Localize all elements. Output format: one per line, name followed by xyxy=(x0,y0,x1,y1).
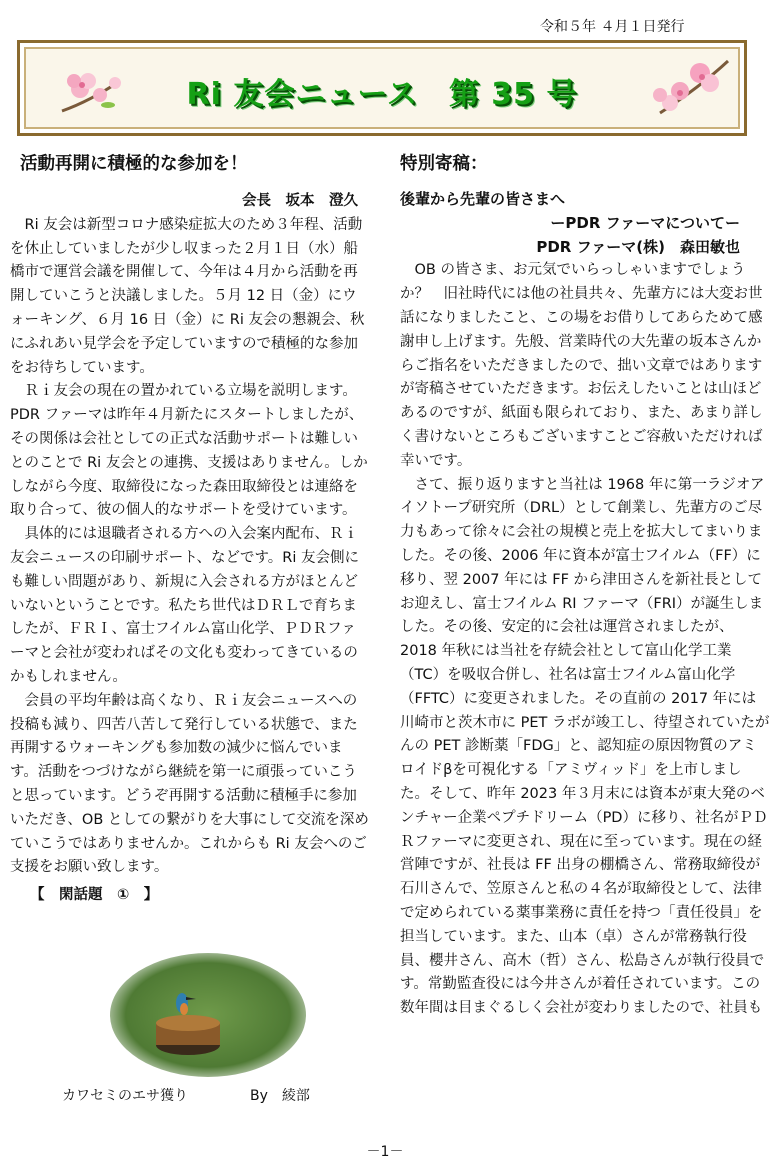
article-subtitle: 後輩から先輩の皆さまへ xyxy=(400,190,566,208)
photo-byline: By 綾部 xyxy=(250,1088,310,1104)
chairman-author: 会長 坂本 澄久 xyxy=(242,193,358,209)
chairman-article-heading: 活動再開に積極的な参加を！ xyxy=(20,154,248,174)
article-subtitle-topic: ーPDR ファーマについてー xyxy=(550,213,740,232)
paragraph: 会員の平均年齢は高くなり、Ｒｉ友会ニュースへの投稿も減り、四苦八苦して発行している状態で、また再開するウォーキングも参加数の減少に悩んでいます。活動をつづけながら継続を第一に頑張っていこうと思っています。どうぞ再開する活動に積極手に参加いただき、OB としての繋がりを大事にして交流を深めていこうではありませんか。これからも Ri 友会へのご支援をお願い致します。 xyxy=(10,692,369,876)
article-author: PDR ファーマ(株) 森田敏也 xyxy=(536,237,740,256)
photo-caption: カワセミのエサ獲り xyxy=(62,1088,188,1104)
newsletter-title: Ri 友会ニュース 第 35 号 xyxy=(186,77,578,112)
special-contribution-heading: 特別寄稿： xyxy=(400,154,488,174)
newsletter-banner xyxy=(17,40,747,136)
paragraph: Ri 友会は新型コロナ感染症拡大のため３年程、活動を休止していましたが少し収まった２月１日（水）船橋市で運営会議を開催して、今年は４月から活動を再開していこうと決議しました。５月 12 日（金）にウォーキング、６月 16 日（金）に Ri 友会の懇親会、秋にふれあい見学会を予定していますので積極的な参加をお待ちしています。 xyxy=(10,216,365,376)
special-contribution-article xyxy=(400,152,770,1021)
chairman-article xyxy=(10,152,370,908)
paragraph: さて、振り返りますと当社は 1968 年に第一ラジオアイソトープ研究所（DRL）として創業し、先輩方のご尽力もあって徐々に会社の規模と売上を拡大してまいりました。その後、2006 年に資本が富士フイルム（FF）に移り、翌 2007 年には FF から津田さんを新社長としてお迎えし、富士フイルム RI ファーマ（FRI）が誕生しました。その後、安定的に会社は運営されましたが、2018 年秋には当社を存続会社として富山化学工業（TC）を吸収合併し、社名は富士フイルム富山化学（FFTC）に変更されました。その直前の 2017 年には川崎市と茨木市に PET ラボが竣工し、待望されていたがんの PET 診断薬「FDG」と、認知症の原因物質のアミロイドβを可視化する「アミヴィッド」を上市しました。そして、昨年 2023 年３月末には資本が東大発のベンチャー企業ペプチドリーム（PD）に移り、社名がＰＤＲファーマに変更され、現在に至っています。現在の経営陣ですが、社長は FF 出身の棚橋さん、常務取締役が石川さんで、笠原さんと私の４名が取締役として、法律で定められている薬事業務に責任を持つ「責任役員」を担当しています。また、山本（卓）さんが常務執行役員、櫻井さん、高木（哲）さん、松島さんが執行役員です。常勤監査役には今井さんが着任されています。この数年間は目まぐるしく会社が変わりましたので、社員も xyxy=(400,476,770,1017)
issue-date: 令和５年 ４月１日発行 xyxy=(540,19,685,35)
page-number: －1－ xyxy=(366,1144,404,1160)
topic-heading: 【 閑話題 ① 】 xyxy=(30,887,159,904)
paragraph: OB の皆さま、お元気でいらっしゃいますでしょうか？ 旧社時代には他の社員共々、先輩方には大変お世話になりましたこと、この場をお借りしてあらためて感謝申し上げます。先般、営業時代の大先輩の坂本さんからご指名をいただきましたので、拙い文章ではありますが寄稿させていただきます。お伝えしたいことは山ほどあるのですが、紙面も限られており、また、あまり詳しく書けないところもございますことご容赦いただければ幸いです。 xyxy=(400,262,763,469)
cherry-blossom-right-icon xyxy=(640,57,730,123)
kingfisher-photo xyxy=(108,953,308,1078)
paragraph: Ｒｉ友会の現在の置かれている立場を説明します。PDR ファーマは昨年４月新たにスタートしましたが、その関係は会社としての正式な活動サポートは難しいとのことで Ri 友会との連携、支援はありません。しかしながら今度、取締役になった森田取締役とは連絡を取り合って、彼の個人的なサポートを受けています。 xyxy=(10,383,368,519)
paragraph: 具体的には退職者される方への入会案内配布、Ｒｉ友会ニュースの印刷サポート、などです。Ri 友会側にも難しい問題があり、新規に入会される方がほとんどいないということです。私たち世代はＤＲＬで育ちましたが、ＦＲＩ、富士フイルム富山化学、ＰＤＲファーマと会社が変わればその文化も変わってきているのかもしれません。 xyxy=(10,526,360,685)
